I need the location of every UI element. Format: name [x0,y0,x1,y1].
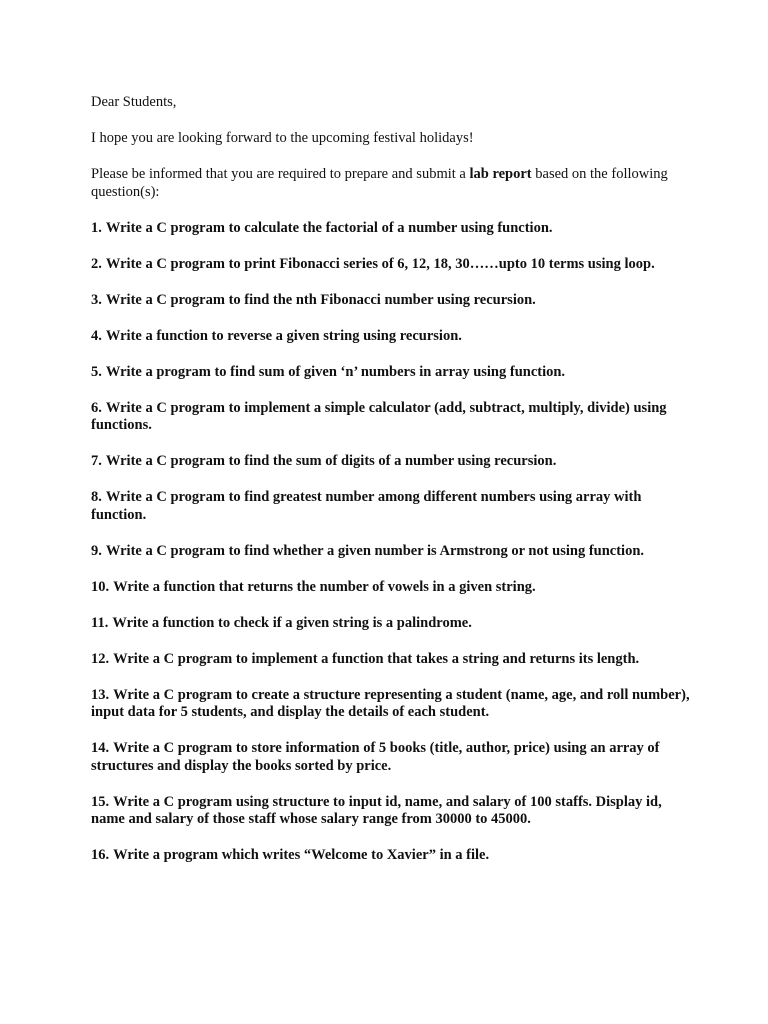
question-number: 2. [91,255,102,272]
question-text: Write a C program to find greatest number among different numbers using array with function. [91,489,642,523]
question-text: Write a function to check if a given string is a palindrome. [112,614,472,631]
question-item [91,364,691,382]
question-text: Write a function to reverse a given string using recursion. [105,327,462,344]
question-text: Write a function that returns the number of vowels in a given string. [113,578,536,595]
question-number: 10. [91,578,110,595]
question-number: 1. [91,219,102,236]
question-number: 5. [91,363,102,380]
question-number: 9. [91,542,102,559]
question-item [91,687,691,722]
question-number: 8. [91,489,102,505]
question-item [91,740,691,775]
question-number: 16. [91,847,110,863]
greeting: Dear Students, [91,94,177,110]
question-item [91,256,691,274]
question-text: Write a C program to implement a function that takes a string and returns its length. [113,650,640,667]
question-number: 11. [91,614,109,631]
question-number: 7. [91,453,102,469]
question-item [91,489,691,524]
question-text: Write a C program to calculate the factorial of a number using function. [105,219,553,236]
question-text: Write a C program to print Fibonacci series of 6, 12, 18, 30……upto 10 terms using loop. [105,255,655,272]
instruction-text-after: based on the following question(s): [91,166,668,200]
question-item [91,543,691,561]
question-number: 6. [91,399,102,416]
question-number: 15. [91,793,110,810]
question-text: Write a program which writes “Welcome to Xavier” in a file. [113,847,490,863]
question-text: Write a program to find sum of given ‘n’ numbers in array using function. [105,363,566,380]
question-item [91,292,691,310]
question-number: 4. [91,327,102,344]
question-item [91,328,691,346]
question-number: 13. [91,686,110,703]
question-item [91,615,691,633]
question-number: 3. [91,291,102,308]
question-item [91,651,691,669]
question-text: Write a C program to find whether a given number is Armstrong or not using function. [105,542,645,559]
question-text: Write a C program to create a structure representing a student (name, age, and roll number), input data for 5 students, and display the details of each student. [91,686,690,720]
lab-report-emphasis: lab report [469,166,532,182]
document-body [91,94,691,883]
question-list [91,220,691,865]
intro-line: I hope you are looking forward to the upcoming festival holidays! [91,130,474,146]
question-text: Write a C program to find the nth Fibonacci number using recursion. [105,291,536,308]
instruction-line [91,166,691,201]
question-text: Write a C program to store information of 5 books (title, author, price) using an array of structures and display the books sorted by price. [91,740,660,774]
question-item [91,453,691,471]
question-item [91,220,691,238]
question-item [91,847,691,865]
question-item [91,400,691,435]
question-text: Write a C program to find the sum of digits of a number using recursion. [105,453,557,469]
question-text: Write a C program using structure to input id, name, and salary of 100 staffs. Display id, name and salary of those staff whose salary range from 30000 to 45000. [91,793,662,827]
question-text: Write a C program to implement a simple calculator (add, subtract, multiply, divide) using functions. [91,399,667,433]
question-item [91,794,691,829]
question-number: 12. [91,650,110,667]
question-number: 14. [91,740,110,756]
instruction-text-before: Please be informed that you are required to prepare and submit a [91,166,466,182]
question-item [91,579,691,597]
